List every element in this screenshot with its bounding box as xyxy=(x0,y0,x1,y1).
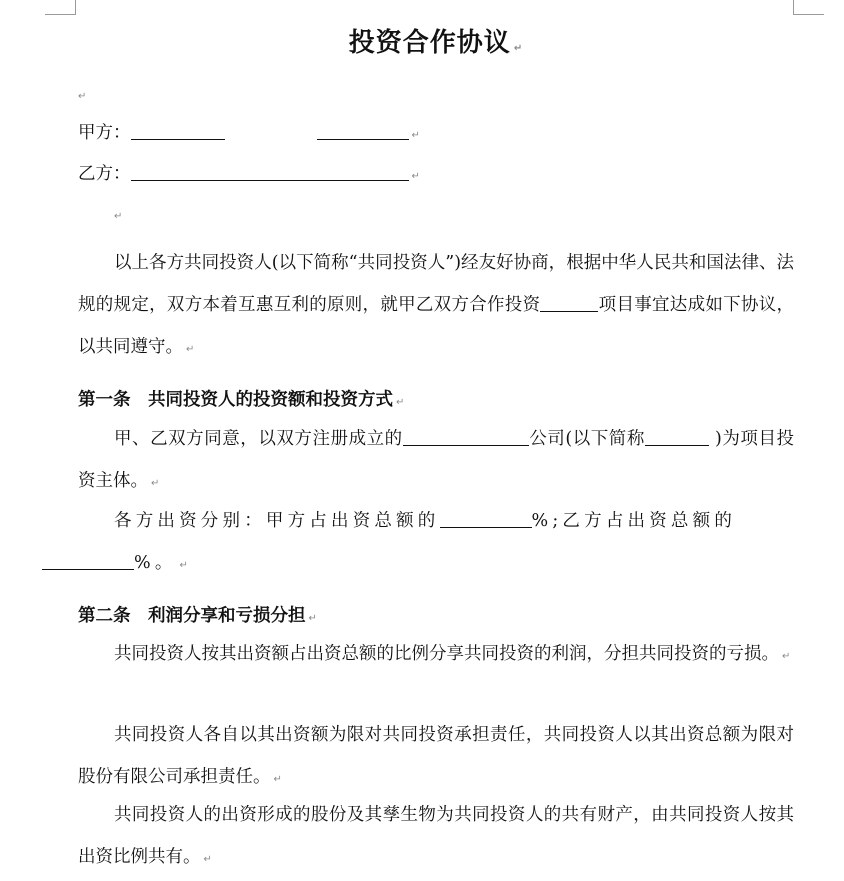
article-1-p2-text-c: %。 xyxy=(134,553,177,573)
empty-line xyxy=(78,84,86,104)
paragraph-mark-icon: ↵ xyxy=(151,478,160,489)
preamble-text-2: 项目事宜达成如下协议，以共同遵守。 xyxy=(78,295,795,357)
article-2-p3-text: 共同投资人的出资形成的股份及其孳生物为共同投资人的共有财产，由共同投资人按其出资比例共有。 xyxy=(78,805,794,867)
article-1-paragraph-1 xyxy=(78,418,794,505)
title-text: 投资合作协议 xyxy=(348,28,511,58)
paragraph-mark-icon: ↵ xyxy=(513,43,524,54)
article-2-paragraph-3 xyxy=(78,794,794,881)
article-2-p1-text: 共同投资人按其出资额占出资总额的比例分享共同投资的利润，分担共同投资的亏损。 xyxy=(114,644,779,664)
article-2-heading-text: 第二条 利润分享和亏损分担 xyxy=(78,606,306,626)
preamble-paragraph xyxy=(78,242,794,371)
empty-line xyxy=(114,204,122,224)
article-2-paragraph-2 xyxy=(78,714,794,801)
article-1-p2-text-b: %;乙方占出资总额的 xyxy=(531,511,737,531)
article-1-p1-text-b: 公司(以下简称 xyxy=(528,429,645,449)
paragraph-mark-icon: ↵ xyxy=(186,344,195,355)
crop-mark-top-right xyxy=(793,0,824,15)
article-1-p1-text-a: 甲、乙双方同意，以双方注册成立的 xyxy=(114,429,403,449)
article-1-heading xyxy=(78,386,404,411)
paragraph-mark-icon: ↵ xyxy=(114,211,123,222)
paragraph-mark-icon: ↵ xyxy=(203,854,212,865)
party-b-share-blank[interactable] xyxy=(42,552,134,570)
party-a-blank-2[interactable] xyxy=(317,122,409,140)
project-name-blank[interactable] xyxy=(540,294,598,312)
paragraph-mark-icon: ↵ xyxy=(78,91,87,102)
paragraph-mark-icon: ↵ xyxy=(782,651,791,662)
party-a-line xyxy=(78,119,420,144)
article-1-paragraph-2 xyxy=(78,500,794,587)
article-2-paragraph-1 xyxy=(78,633,794,678)
company-name-blank[interactable] xyxy=(403,428,529,446)
article-2-p2-text: 共同投资人各自以其出资额为限对共同投资承担责任，共同投资人以其出资总额为限对股份有限公司承担责任。 xyxy=(78,725,794,787)
paragraph-mark-icon: ↵ xyxy=(411,130,420,141)
article-1-p2-text-a: 各方出资分别：甲方占出资总额的 xyxy=(114,511,440,531)
party-b-label: 乙方： xyxy=(78,164,131,184)
document-title xyxy=(78,22,794,59)
crop-mark-top-left xyxy=(45,0,76,15)
party-a-blank-1[interactable] xyxy=(131,122,225,140)
party-a-label: 甲方： xyxy=(78,123,131,143)
party-a-gap xyxy=(226,123,316,140)
paragraph-mark-icon: ↵ xyxy=(411,171,420,182)
article-2-heading xyxy=(78,602,317,627)
party-b-blank[interactable] xyxy=(131,163,409,181)
paragraph-mark-icon: ↵ xyxy=(179,560,193,571)
party-a-share-blank[interactable] xyxy=(440,510,532,528)
paragraph-mark-icon: ↵ xyxy=(273,774,282,785)
article-1-p1-text-c: )为项目投资主体。 xyxy=(78,429,795,491)
party-b-line xyxy=(78,160,420,185)
company-abbrev-blank[interactable] xyxy=(645,428,709,446)
paragraph-mark-icon: ↵ xyxy=(396,397,405,408)
paragraph-mark-icon: ↵ xyxy=(308,613,317,624)
article-1-heading-text: 第一条 共同投资人的投资额和投资方式 xyxy=(78,390,393,410)
preamble-text-1: 以上各方共同投资人(以下简称“共同投资人”)经友好协商，根据中华人民共和国法律、法规的规定，双方本着互惠互利的原则，就甲乙双方合作投资 xyxy=(78,253,794,315)
